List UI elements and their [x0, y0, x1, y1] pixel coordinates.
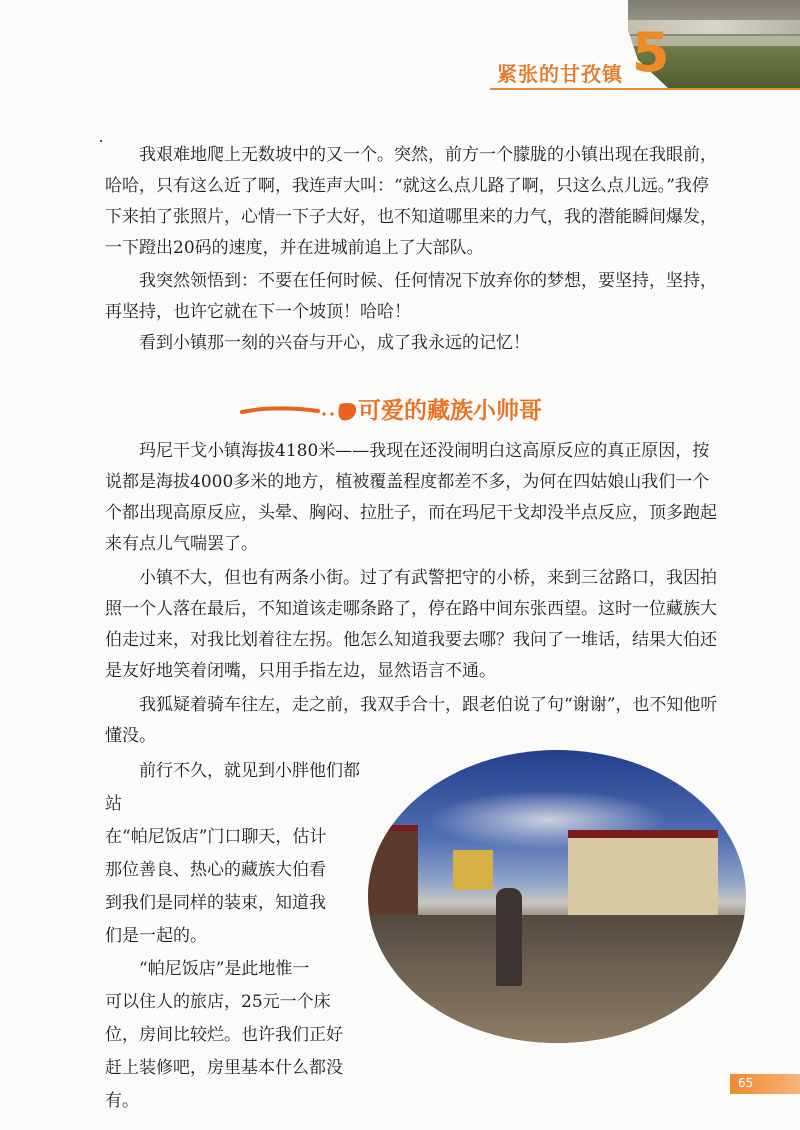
wrap-text-block — [105, 755, 375, 1118]
wrap-line: 在“帕尼饭店”门口聊天，估计 — [105, 827, 327, 847]
brush-stroke-icon — [240, 398, 358, 422]
section-heading — [240, 392, 620, 428]
paragraph-1: 我艰难地爬上无数坡中的又一个。突然，前方一个朦胧的小镇出现在我眼前，哈哈，只有这么近了啊，我连声大叫：“就这么点儿路了啊，只这么点儿远。”我停下来拍了张照片，心情一下子大好，也不知道哪里来的力气，我的潜能瞬间爆发，一下蹬出20码的速度，并在进城前追上了大部队。 — [105, 145, 717, 258]
photo-road — [368, 915, 746, 1043]
page-number-tab — [730, 1074, 800, 1094]
town-street-photo — [368, 750, 746, 1043]
paragraph-3: 看到小镇那一刻的兴奋与开心，成了我永远的记忆！ — [139, 333, 530, 353]
paragraph-2: 我突然领悟到：不要在任何时候、任何情况下放弃你的梦想，要坚持，坚持，再坚持，也许它就在下一个坡顶！哈哈！ — [105, 271, 717, 322]
chapter-title: 紧张的甘孜镇 — [497, 62, 623, 86]
paragraph-5: 小镇不大，但也有两条小街。过了有武警把守的小桥，来到三岔路口，我因拍照一个人落在最后，不知道该走哪条路了，停在路中间东张西望。这时一位藏族大伯走过来，对我比划着往左拐。他怎么知道我要去哪？我问了一堆话，结果大伯还是友好地笑着闭嘴，只用手指左边，显然语言不通。 — [105, 568, 717, 681]
chapter-number: 5 — [632, 21, 670, 84]
photo-building-yellow — [453, 850, 493, 890]
wrap-line: “帕尼饭店”是此地惟一 — [139, 959, 310, 979]
paragraph-6: 我狐疑着骑车往左，走之前，我双手合十，跟老伯说了句“谢谢”，也不知他听懂没。 — [105, 695, 718, 746]
photo-hotel-building — [568, 830, 718, 918]
wrap-line: 们是一起的。 — [105, 926, 207, 946]
section-title: 可爱的藏族小帅哥 — [358, 398, 542, 424]
header-rule — [490, 88, 800, 90]
scan-mark — [100, 140, 102, 142]
photo-person — [496, 888, 522, 986]
wrap-line: 那位善良、热心的藏族大伯看 — [105, 860, 326, 880]
page-number: 65 — [738, 1076, 754, 1090]
wrap-line: 到我们是同样的装束，知道我 — [105, 893, 326, 913]
wrap-line: 可以住人的旅店，25元一个床 — [105, 992, 331, 1012]
wrap-line: 位，房间比较烂。也许我们正好 — [105, 1025, 343, 1045]
paragraph-4: 玛尼干戈小镇海拔4180米——我现在还没闹明白这高原反应的真正原因，按说都是海拔4000多米的地方，植被覆盖程度都差不多，为何在四姑娘山我们一个个都出现高原反应，头晕、胸闷、拉肚子，而在玛尼干戈却没半点反应，顶多跑起来有点儿气喘罢了。 — [105, 441, 717, 554]
wrap-line: 赶上装修吧，房里基本什么都没有。 — [105, 1058, 343, 1111]
wrap-line: 前行不久，就见到小胖他们都站 — [105, 761, 360, 814]
